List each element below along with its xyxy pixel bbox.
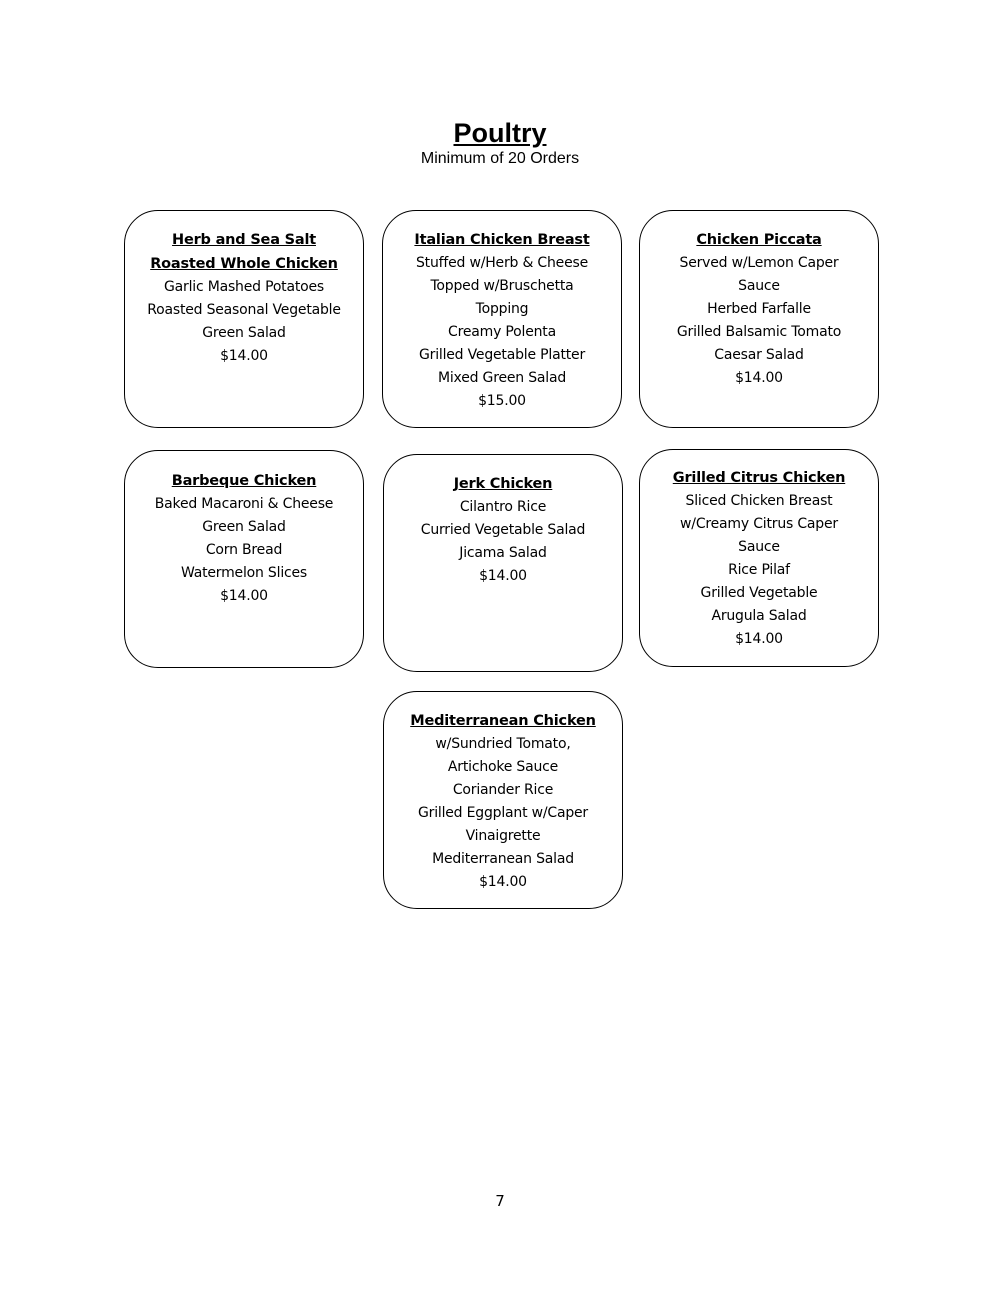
menu-item: Watermelon Slices [180,565,308,581]
menu-item: Sauce [738,278,780,294]
menu-item: Served w/Lemon Caper [679,255,839,271]
menu-card-barbeque-chicken [124,450,364,668]
menu-item: Vinaigrette [465,828,541,844]
card-title: Roasted Whole Chicken [150,256,338,272]
card-title: Jerk Chicken [453,476,553,492]
menu-card-italian-chicken-breast [382,210,622,428]
menu-item: Grilled Balsamic Tomato [676,324,842,340]
menu-item: Coriander Rice [452,782,554,798]
menu-item: Roasted Seasonal Vegetable [147,302,341,318]
menu-item: Grilled Eggplant w/Caper [418,805,588,821]
menu-item: Stuffed w/Herb & Cheese [415,255,588,271]
menu-item: Grilled Vegetable Platter [419,347,585,363]
card-title: Barbeque Chicken [171,473,317,489]
menu-item: Green Salad [202,519,286,535]
menu-card-mediterranean-chicken [383,691,623,909]
menu-item: Topped w/Bruschetta [430,278,574,294]
menu-item: Creamy Polenta [448,324,556,340]
page-subtitle: Minimum of 20 Orders [420,150,580,167]
menu-price: $14.00 [479,568,527,584]
menu-item: Corn Bread [205,542,283,558]
menu-price: $15.00 [478,393,526,409]
menu-item: Mediterranean Salad [432,851,574,867]
menu-item: Baked Macaroni & Cheese [154,496,334,512]
menu-item: Sauce [738,539,780,555]
menu-item: Caesar Salad [714,347,804,363]
menu-price: $14.00 [735,370,783,386]
card-title: Chicken Piccata [696,232,822,248]
menu-price: $14.00 [220,348,268,364]
menu-item: w/Sundried Tomato, [435,736,571,752]
menu-item: Topping [475,301,529,317]
menu-item: Cilantro Rice [459,499,547,515]
menu-card-herb-sea-salt-chicken [124,210,364,428]
menu-item: Garlic Mashed Potatoes [163,279,325,295]
page-title: Poultry [453,118,547,148]
menu-price: $14.00 [735,631,783,647]
menu-item: Arugula Salad [711,608,807,624]
page-header [0,116,1000,168]
card-title: Italian Chicken Breast [414,232,590,248]
menu-item: Artichoke Sauce [447,759,559,775]
menu-price: $14.00 [479,874,527,890]
menu-item: Curried Vegetable Salad [420,522,586,538]
menu-item: Jicama Salad [459,545,547,561]
menu-item: Grilled Vegetable [700,585,818,601]
card-title: Herb and Sea Salt [172,232,316,248]
menu-card-chicken-piccata [639,210,879,428]
card-title: Mediterranean Chicken [410,713,596,729]
menu-item: w/Creamy Citrus Caper [680,516,838,532]
menu-item: Rice Pilaf [728,562,790,578]
menu-price: $14.00 [220,588,268,604]
page-number: 7 [495,1192,505,1210]
menu-card-jerk-chicken [383,454,623,672]
menu-card-grilled-citrus-chicken [639,449,879,667]
menu-item: Sliced Chicken Breast [685,493,833,509]
menu-item: Green Salad [202,325,286,341]
menu-item: Herbed Farfalle [707,301,811,317]
card-title: Grilled Citrus Chicken [672,470,846,486]
menu-item: Mixed Green Salad [437,370,567,386]
